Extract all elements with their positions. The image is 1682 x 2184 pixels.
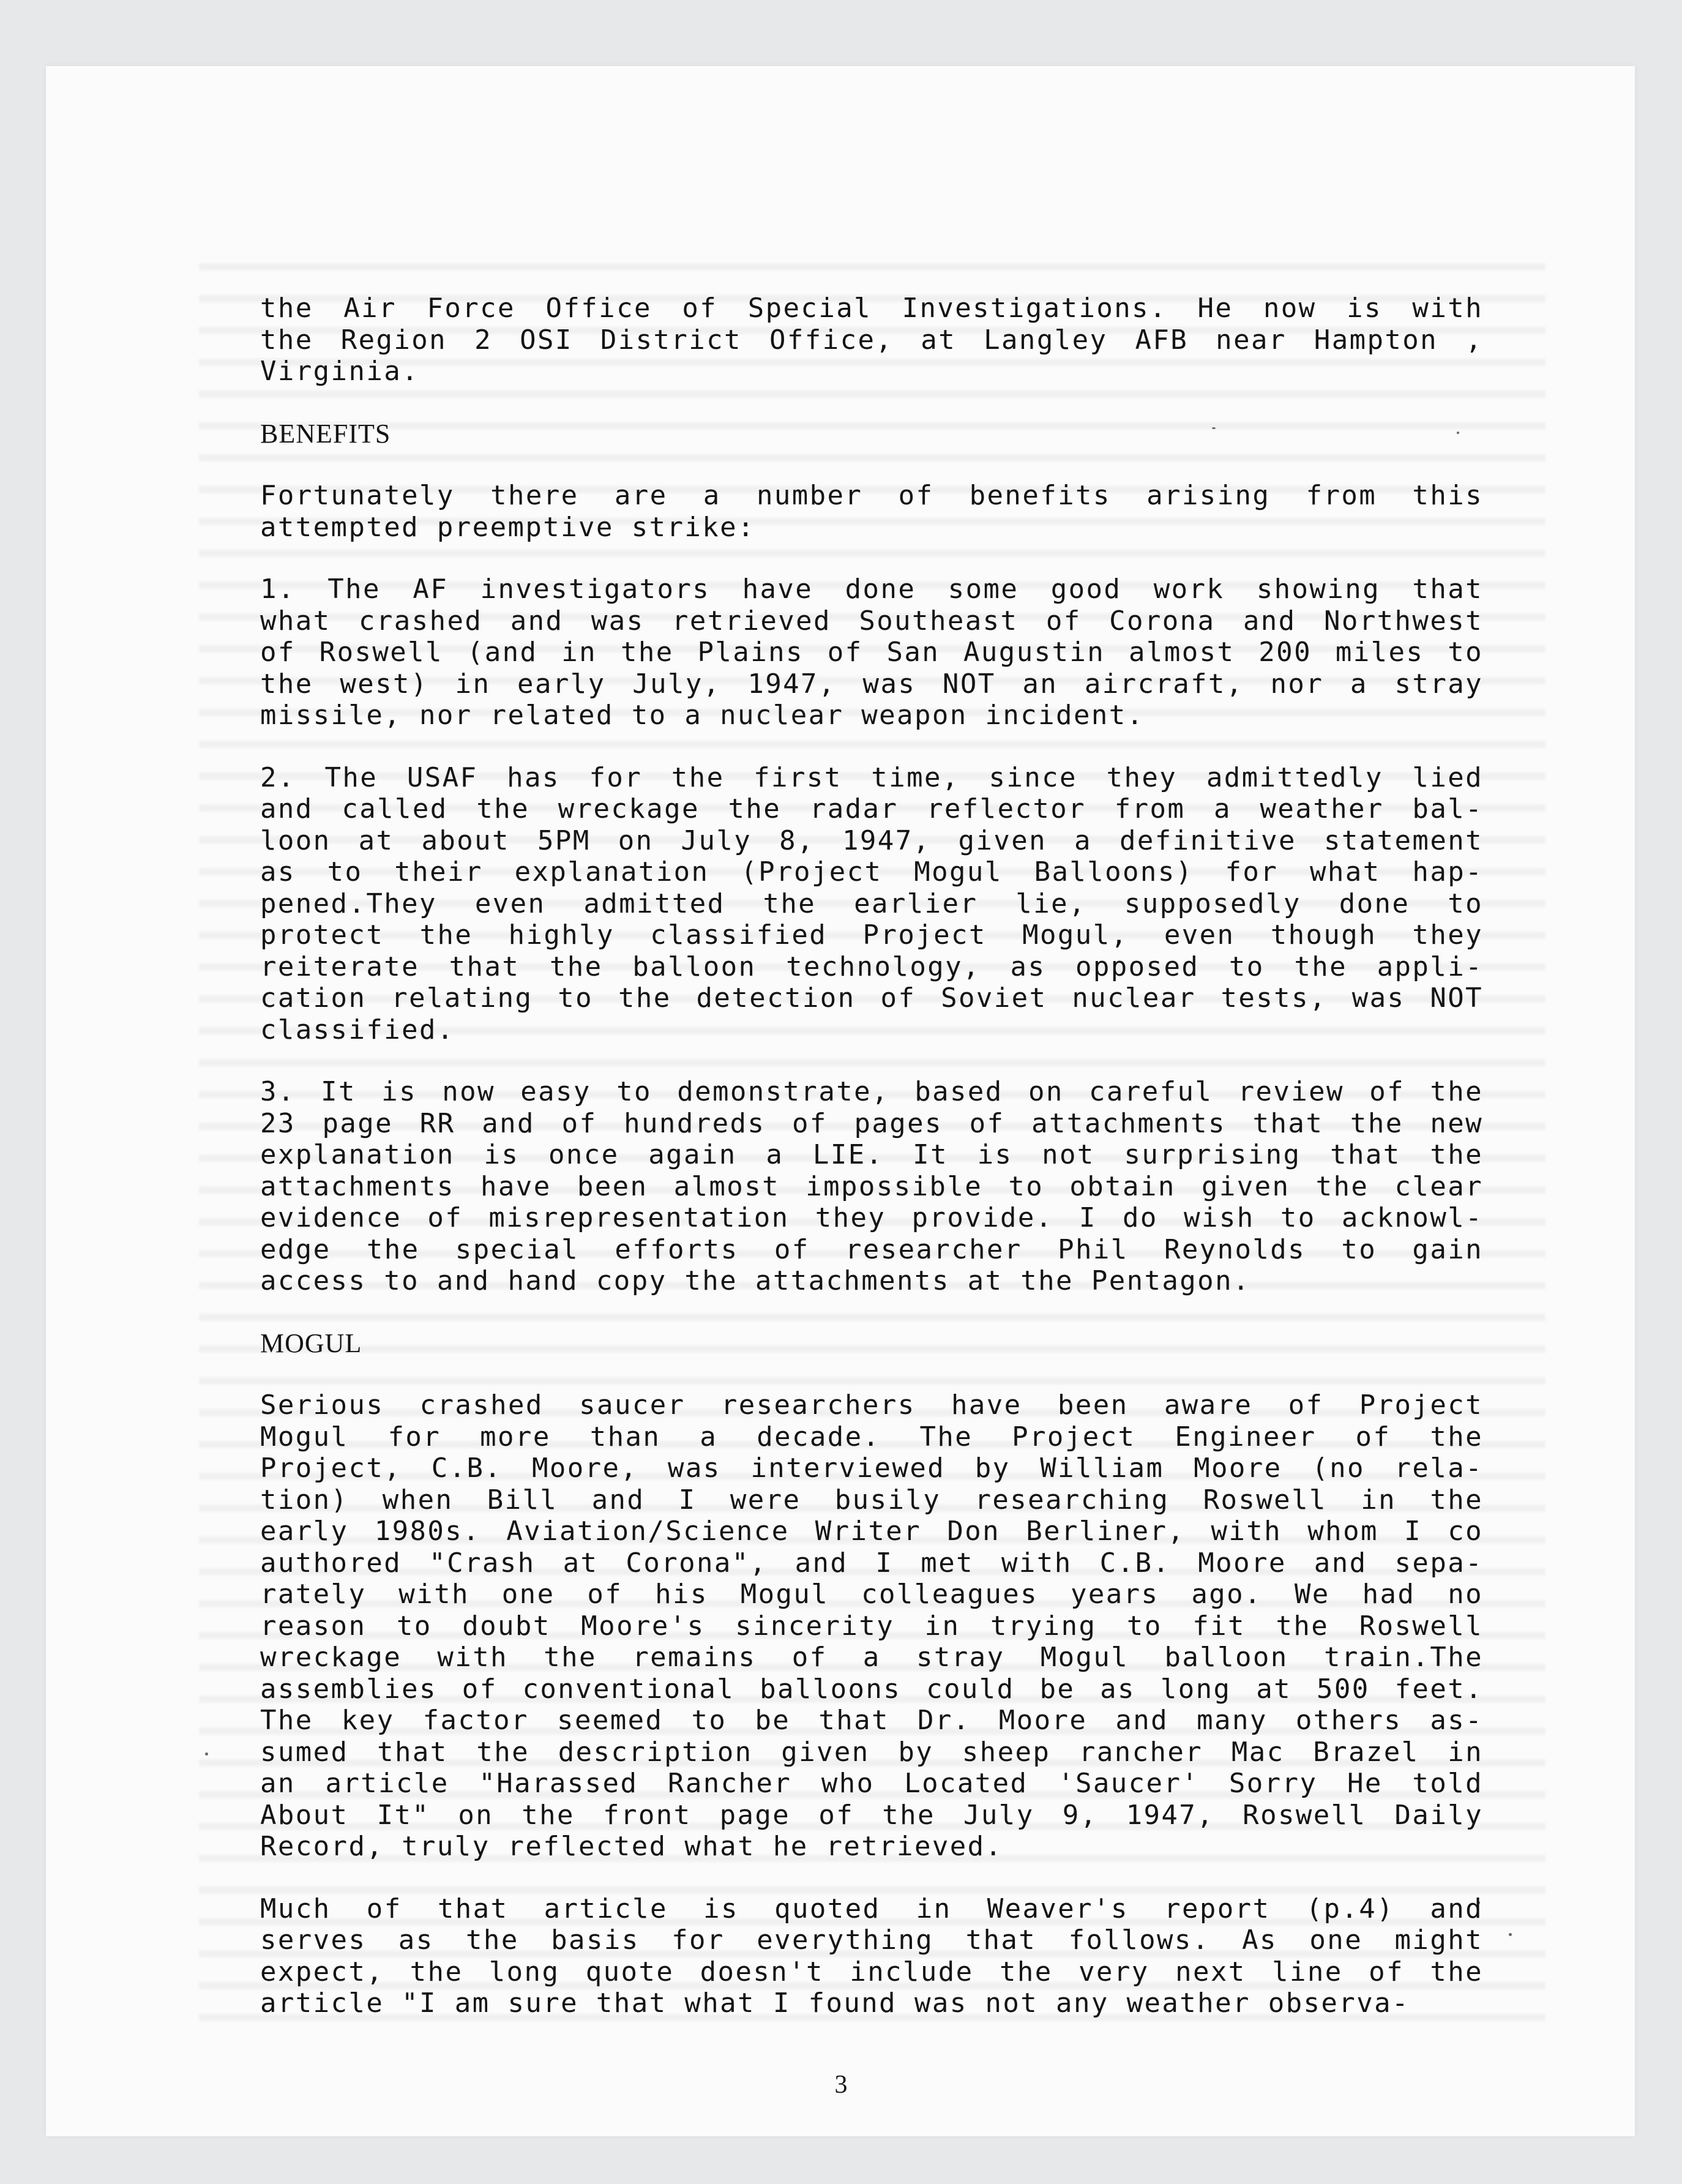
text-line: 23 page RR and of hundreds of pages of attachments that the new bbox=[260, 1107, 1483, 1139]
section-heading bbox=[260, 418, 1483, 450]
paragraph bbox=[260, 1893, 1483, 2019]
text-line: MOGUL bbox=[260, 1328, 362, 1358]
text-line: protect the highly classified Project Mogul, even though they bbox=[260, 919, 1483, 951]
text-line: tion) when Bill and I were busily researching Roswell in the bbox=[260, 1484, 1483, 1516]
page-number: 3 bbox=[834, 2071, 848, 2099]
text-line: assemblies of conventional balloons could be as long at 500 feet. bbox=[260, 1673, 1483, 1705]
text-line: loon at about 5PM on July 8, 1947, given a definitive statement bbox=[260, 825, 1483, 856]
text-line: Virginia. bbox=[260, 356, 420, 387]
text-line: expect, the long quote doesn't include the very next line of the bbox=[260, 1956, 1483, 1988]
paragraph bbox=[260, 762, 1483, 1046]
text-line: the Air Force Office of Special Investigations. He now is with bbox=[260, 293, 1483, 324]
text-line: Project, C.B. Moore, was interviewed by William Moore (no rela- bbox=[260, 1453, 1483, 1484]
document-body bbox=[260, 293, 1483, 2050]
text-line: Fortunately there are a number of benefits arising from this bbox=[260, 480, 1483, 511]
text-line: The key factor seemed to be that Dr. Moore and many others as- bbox=[260, 1705, 1483, 1736]
text-line: pened.They even admitted the earlier lie, supposedly done to bbox=[260, 888, 1483, 919]
text-line: explanation is once again a LIE. It is not surprising that the bbox=[260, 1139, 1483, 1170]
text-line: as to their explanation (Project Mogul Balloons) for what hap- bbox=[260, 856, 1483, 888]
text-line: and called the wreckage the radar reflector from a weather bal- bbox=[260, 793, 1483, 825]
text-line: About It" on the front page of the July 9, 1947, Roswell Daily bbox=[260, 1799, 1483, 1831]
paragraph bbox=[260, 1076, 1483, 1297]
text-line: 3. It is now easy to demonstrate, based on careful review of the bbox=[260, 1076, 1483, 1107]
text-line: serves as the basis for everything that follows. As one might bbox=[260, 1924, 1483, 1956]
text-line: access to and hand copy the attachments at the Pentagon. bbox=[260, 1265, 1250, 1296]
text-line: attachments have been almost impossible to obtain given the clear bbox=[260, 1170, 1483, 1202]
text-line: missile, nor related to a nuclear weapon incident. bbox=[260, 700, 1145, 731]
text-line: the west) in early July, 1947, was NOT an aircraft, nor a stray bbox=[260, 668, 1483, 700]
text-line: article "I am sure that what I found was not any weather observa- bbox=[260, 1988, 1410, 2019]
text-line: the Region 2 OSI District Office, at Langley AFB near Hampton , bbox=[260, 324, 1483, 356]
text-line: Record, truly reflected what he retrieved. bbox=[260, 1831, 1003, 1862]
paragraph bbox=[260, 1389, 1483, 1863]
scan-speck bbox=[1509, 1933, 1512, 1936]
section-heading bbox=[260, 1328, 1483, 1359]
paragraph bbox=[260, 293, 1483, 387]
text-line: sumed that the description given by sheep rancher Mac Brazel in bbox=[260, 1736, 1483, 1768]
text-line: of Roswell (and in the Plains of San Augustin almost 200 miles to bbox=[260, 637, 1483, 668]
text-line: an article "Harassed Rancher who Located 'Saucer' Sorry He told bbox=[260, 1768, 1483, 1799]
text-line: edge the special efforts of researcher Phil Reynolds to gain bbox=[260, 1233, 1483, 1265]
text-line: 2. The USAF has for the first time, since they admittedly lied bbox=[260, 761, 1483, 793]
text-line: Mogul for more than a decade. The Project Engineer of the bbox=[260, 1421, 1483, 1453]
text-line: rately with one of his Mogul colleagues years ago. We had no bbox=[260, 1579, 1483, 1610]
text-line: BENEFITS bbox=[260, 418, 391, 449]
text-line: attempted preemptive strike: bbox=[260, 511, 755, 543]
text-line: classified. bbox=[260, 1014, 455, 1045]
text-line: what crashed and was retrieved Southeast of Corona and Northwest bbox=[260, 605, 1483, 637]
text-line: Serious crashed saucer researchers have been aware of Project bbox=[260, 1389, 1483, 1421]
text-line: authored "Crash at Corona", and I met with C.B. Moore and sepa- bbox=[260, 1547, 1483, 1579]
text-line: early 1980s. Aviation/Science Writer Don Berliner, with whom I co bbox=[260, 1516, 1483, 1547]
paragraph bbox=[260, 480, 1483, 543]
text-line: Much of that article is quoted in Weaver's report (p.4) and bbox=[260, 1893, 1483, 1924]
scan-speck bbox=[205, 1752, 208, 1756]
text-line: reiterate that the balloon technology, as opposed to the appli- bbox=[260, 951, 1483, 982]
text-line: wreckage with the remains of a stray Mogul balloon train.The bbox=[260, 1642, 1483, 1673]
paragraph bbox=[260, 574, 1483, 731]
text-line: cation relating to the detection of Soviet nuclear tests, was NOT bbox=[260, 982, 1483, 1014]
text-line: 1. The AF investigators have done some good work showing that bbox=[260, 574, 1483, 605]
text-line: evidence of misrepresentation they provide. I do wish to acknowl- bbox=[260, 1202, 1483, 1233]
text-line: reason to doubt Moore's sincerity in trying to fit the Roswell bbox=[260, 1610, 1483, 1642]
